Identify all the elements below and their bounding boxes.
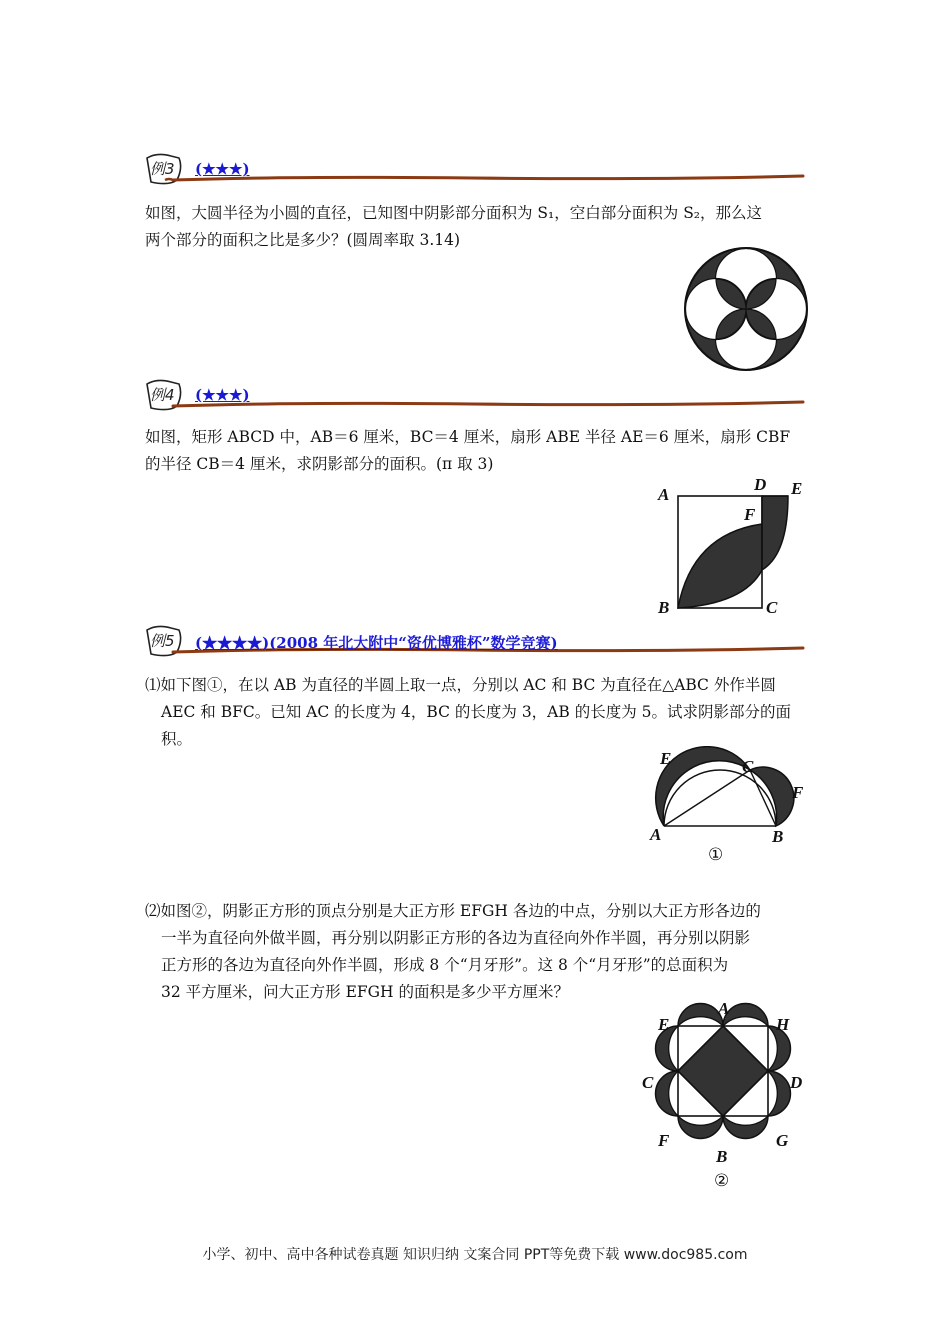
page-footer: 小学、初中、高中各种试卷真题 知识归纳 文案合同 PPT等免费下载 www.doc985.com — [202, 1247, 748, 1263]
label-C: C — [642, 1073, 654, 1092]
label-C: C — [766, 598, 778, 617]
figure-circle-petals — [683, 246, 809, 372]
label-D: D — [790, 1073, 803, 1092]
example-badge: 例3 — [150, 160, 175, 178]
text-line: 32 平方厘米，问大正方形 EFGH 的面积是多少平方厘米？ — [161, 983, 569, 1001]
text-line: 如图，大圆半径为小圆的直径，已知图中阴影部分面积为 S₁，空白部分面积为 S₂，那么这 — [145, 204, 763, 222]
example-badge: 例5 — [150, 632, 175, 650]
example-4-text — [145, 424, 810, 478]
text-line: 一半为直径向外做半圆，再分别以阴影正方形的各边为直径向外作半圆，再分别以阴影 — [161, 929, 751, 947]
figure-caption: ① — [708, 845, 724, 865]
label-F: F — [792, 783, 804, 802]
label-A: A — [658, 485, 670, 504]
difficulty-stars: (★★★★)(2008 年北大附中“资优博雅杯”数学竞赛) — [195, 634, 558, 652]
text-line: 正方形的各边为直径向外作半圆，形成 8 个“月牙形”。这 8 个“月牙形”的总面积为 — [161, 956, 729, 974]
label-A: A — [718, 999, 730, 1018]
figure-rectangle-sectors — [652, 474, 812, 618]
label-B: B — [716, 1147, 728, 1166]
label-G: G — [776, 1131, 789, 1150]
difficulty-stars: (★★★) — [195, 386, 250, 404]
label-E: E — [660, 749, 672, 768]
text-line: AEC 和 BFC。已知 AC 的长度为 4，BC 的长度为 3，AB 的长度为 5。试求阴影部分的面 — [161, 703, 791, 721]
label-B: B — [772, 827, 784, 846]
difficulty-stars: (★★★) — [195, 160, 250, 178]
figure-caption: ② — [714, 1171, 730, 1191]
label-E: E — [658, 1015, 670, 1034]
example-5-part2-text — [145, 898, 810, 1006]
text-line: 积。 — [161, 730, 193, 748]
label-E: E — [791, 479, 803, 498]
label-B: B — [658, 598, 670, 617]
example-3-header — [143, 150, 808, 190]
example-badge: 例4 — [150, 386, 175, 404]
label-A: A — [650, 825, 662, 844]
label-H: H — [776, 1015, 790, 1034]
text-line: 两个部分的面积之比是多少？(圆周率取 3.14) — [145, 231, 461, 249]
label-C: C — [742, 757, 754, 776]
label-F: F — [744, 505, 756, 524]
example-4-header — [143, 376, 808, 416]
example-5-header — [143, 622, 808, 662]
text-line: 的半径 CB＝4 厘米，求阴影部分的面积。(π 取 3) — [145, 455, 494, 473]
text-line: ⑴如下图①，在以 AB 为直径的半圆上取一点，分别以 AC 和 BC 为直径在△ABC 外作半圆 — [145, 676, 776, 694]
example-5-part1-text — [145, 672, 810, 753]
text-line: ⑵如图②，阴影正方形的顶点分别是大正方形 EFGH 各边的中点，分别以大正方形各边的 — [145, 902, 761, 920]
figure-1-lunes — [646, 746, 812, 868]
figure-2-crescents — [636, 996, 816, 1192]
label-D: D — [754, 475, 767, 494]
label-F: F — [658, 1131, 670, 1150]
text-line: 如图，矩形 ABCD 中，AB＝6 厘米，BC＝4 厘米，扇形 ABE 半径 AE＝6 厘米，扇形 CBF — [145, 428, 791, 446]
